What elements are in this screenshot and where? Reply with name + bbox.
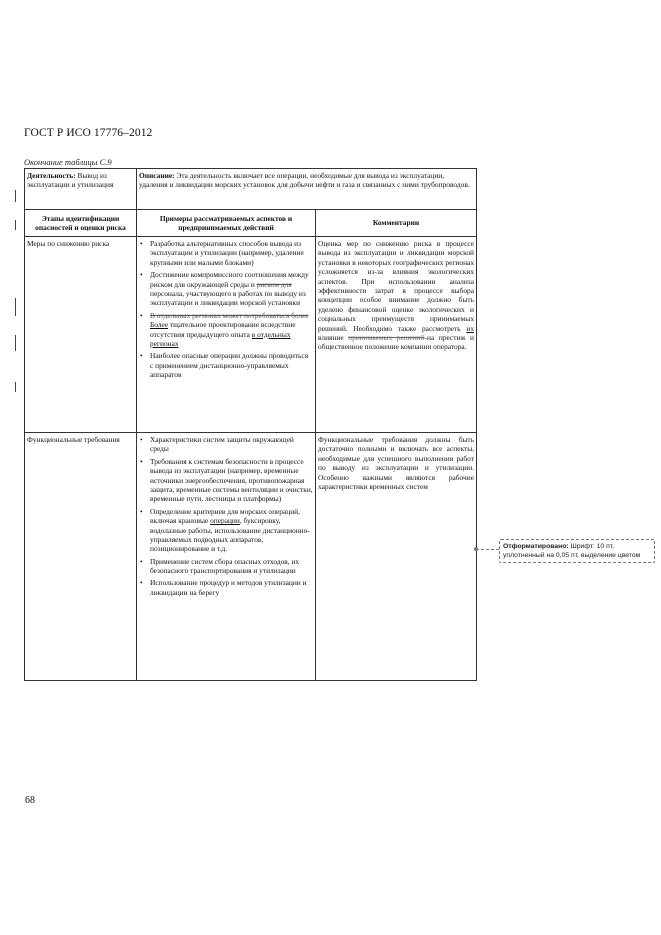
list-item: • Требования к системам безопасности в процессе вывода из эксплуатации (например, временные источники энергообеспечения, противопожарная защита, временные системы вентиляции и очистки, временные пути, лестницы и платформы) <box>150 457 313 504</box>
inserted-text: в отдельных регионах <box>150 329 291 348</box>
comment-label: Отформатировано: <box>503 543 569 550</box>
comments-cell: Функциональные требования должны быть достаточно полными и включать все аспекты, необходимые для успешного выполнения работ по выводу из эксплуатации и утилизации. Особенно важными являются рабочие характеристики временных систем <box>316 433 477 681</box>
item-text: Определение критериев для морских операций, включая крановые <box>150 506 300 526</box>
activity-value: Вывод из эксплуатации и утилизация <box>27 171 114 190</box>
inserted-text: их <box>466 323 475 333</box>
item-text: тщательное проектирование вследствие отсутствия предыдущего опыта <box>150 320 296 339</box>
list-item: • Разработка альтернативных способов вывода из эксплуатации и утилизации (например, удаление крупными или малыми блоками) <box>150 239 313 267</box>
column-header-comments: Комментарии <box>316 210 477 237</box>
examples-list <box>139 239 313 379</box>
activity-row <box>25 169 477 210</box>
comment-text: влияние <box>318 332 349 342</box>
hazard-analysis-table <box>24 168 477 681</box>
column-header-examples: Примеры рассматриваемых аспектов и предпринимаемых действий <box>137 210 316 237</box>
table-row <box>25 433 477 681</box>
item-text: персонала, участвующего в работах по выводу из эксплуатации и ликвидации морской установки <box>150 288 306 308</box>
comment-text: Шрифт: 10 пт, уплотненный на 0,05 пт, выделение цветом <box>503 543 641 560</box>
column-header-stages: Этапы идентификации опасностей и оценки риска <box>25 210 137 237</box>
deleted-text: риском для <box>256 279 292 289</box>
revision-mark <box>15 190 16 202</box>
stage-cell: Меры по снижению риска <box>25 237 137 433</box>
list-item: • Характеристики систем защиты окружающей среды <box>150 435 313 454</box>
document-header: ГОСТ Р ИСО 17776–2012 <box>24 127 153 139</box>
list-item <box>150 270 313 308</box>
comment-connector-line <box>476 549 499 550</box>
item-text: , буксировку, водолазные работы, использование дистанционно-управляемых подводных аппаратов, позиционирование и т.д. <box>150 516 310 554</box>
format-comment-balloon[interactable] <box>499 539 655 563</box>
description-label: Описание: <box>139 171 175 180</box>
column-header-row <box>25 210 477 237</box>
table-caption: Окончание таблицы С.9 <box>24 157 112 167</box>
page-number: 68 <box>25 795 35 806</box>
description-cell <box>137 169 477 210</box>
examples-cell <box>137 433 316 681</box>
table-row <box>25 237 477 433</box>
examples-list <box>139 435 313 597</box>
item-text: Достижение компромиссного соотношения между риском для окружающей среды и <box>150 270 309 289</box>
inserted-text: операции <box>210 516 240 526</box>
list-item: • Использование процедур и методов утилизации и ликвидации на берегу <box>150 578 313 597</box>
deleted-text: принимаемых решений <box>348 332 425 342</box>
revision-mark <box>15 382 16 392</box>
inserted-text: Более <box>150 320 169 330</box>
stage-cell: Функциональные требования <box>25 433 137 681</box>
comments-cell <box>316 237 477 433</box>
revision-mark <box>15 298 16 316</box>
revision-mark <box>15 220 16 230</box>
list-item: • Наиболее опасные операции должны проводиться с применением дистанционно-управляемых аппаратов <box>150 351 313 379</box>
list-item <box>150 311 313 349</box>
list-item <box>150 507 313 554</box>
examples-cell <box>137 237 316 433</box>
description-value: Эта деятельность включает все операции, необходимые для вывода из эксплуатации, удаления и ликвидации морских установок для добычи нефти и газа и связанных с ними трубопроводов. <box>139 171 470 190</box>
revision-mark <box>15 335 16 351</box>
list-item: • Применение систем сбора опасных отходов, их безопасного транспортирования и утилизации <box>150 557 313 576</box>
activity-label: Деятельность: <box>27 171 76 180</box>
deleted-text: В отдельных регионах может потребоваться более <box>150 310 309 320</box>
activity-cell <box>25 169 137 210</box>
comment-text: Оценка мер по снижению риска в процессе вывода из эксплуатации и ликвидации морской установки в некоторых географических регионах усложняется из-за влияния экологических аспектов. При использовании анализа эффективности затрат в процессе выбора концепции особое внимание должно быть уделено финансовой оценке экологических и социальных преимуществ принимаемых решений. Необходимо также рассмотреть <box>318 239 475 333</box>
comment-text: -на престиж и общественное положение компании оператора. <box>318 332 475 352</box>
